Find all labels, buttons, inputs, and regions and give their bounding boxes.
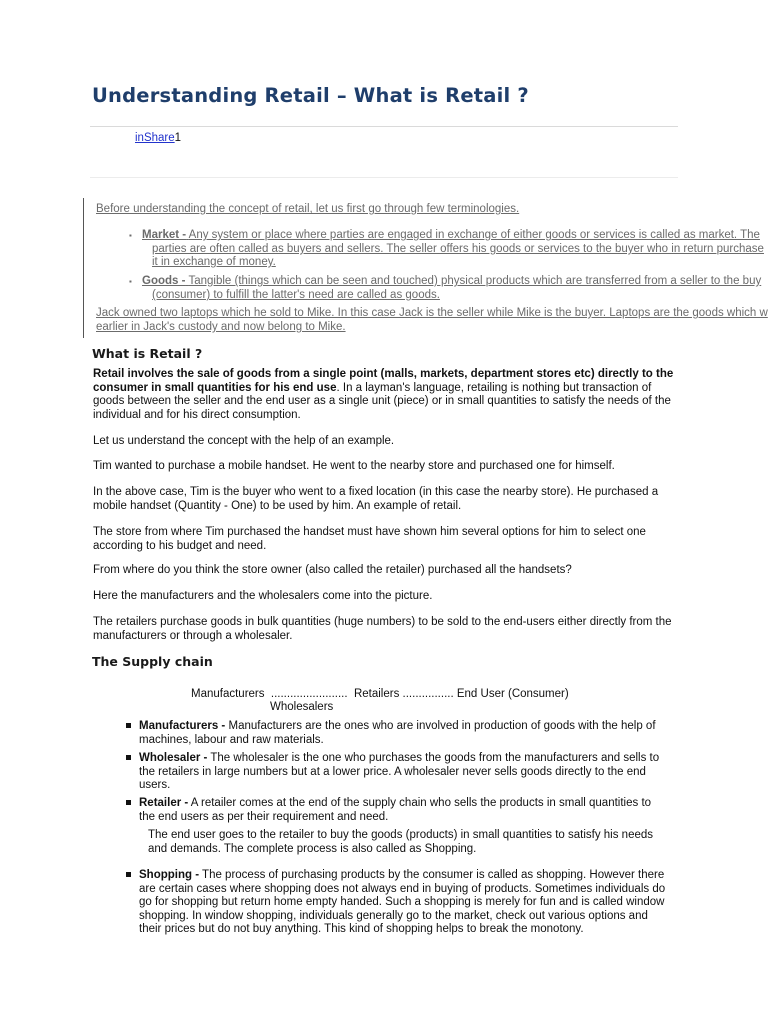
shopping-text: The process of purchasing products by the consumer is called as shopping. However there are certain cases where shopping does not always end in buying of products. Sometimes individuals do go for shopping but return home empty handed. Such a shopping is merely for fun and is called window shopping. In window shopping, individuals generally go to the market, check out various options and their prices but do not buy anything. This kind of shopping helps to break the monotony. — [139, 869, 666, 936]
intro-example-line-2: earlier in Jack's custody and now belong to Mike. — [96, 321, 346, 333]
share-count: 1 — [174, 132, 182, 144]
retailer-extra: The end user goes to the retailer to buy the goods (products) in small quantities to satisfy his needs and demands. The complete process is also called as Shopping. — [148, 829, 654, 855]
paragraph: Tim wanted to purchase a mobile handset. He went to the nearby store and purchased one for himself. — [93, 460, 615, 472]
shopping-term: Shopping - — [139, 869, 200, 881]
inshare-link[interactable]: inShare — [135, 132, 175, 144]
manufacturers-text: Manufacturers are the ones who are involved in production of goods with the help of machines, labour and raw materials. — [139, 720, 656, 746]
section-heading-supply-chain: The Supply chain — [92, 654, 213, 669]
share-divider — [90, 177, 678, 178]
retail-definition-bold: Retail involves the sale of goods from a single point (malls, markets, department stores etc) directly to the consumer in small quantities for his end use — [93, 368, 674, 394]
bullet-square-icon: ▪ — [129, 231, 132, 240]
paragraph: In the above case, Tim is the buyer who went to a fixed location (in this case the nearby store). He purchased a mobile handset (Quantity - One) to be used by him. An example of retail. — [93, 486, 659, 512]
market-line-1: Any system or place where parties are engaged in exchange of either goods or services is called as market. The — [188, 229, 760, 241]
retail-definition — [93, 368, 683, 422]
supply-chain-wholesalers: Wholesalers — [270, 701, 334, 713]
bullet-square-icon — [126, 872, 131, 877]
goods-line-2: (consumer) to fulfill the latter's need are called as goods. — [152, 289, 440, 301]
retail-definition-rest: . In a layman's language, retailing is nothing but transaction of goods between the seller and the end user as a single unit (piece) or in small quantities to satisfy the needs of the individual and for his direct consumption. — [93, 381, 671, 421]
retailer-text: A retailer comes at the end of the supply chain who sells the products in small quantities to the end users as per their requirement and need. — [139, 797, 652, 823]
bullet-square-icon — [126, 800, 131, 805]
wholesaler-text: The wholesaler is the one who purchases the goods from the manufacturers and sells to the retailers in large numbers but at a lower price. A wholesaler never sells goods directly to the end users. — [139, 752, 660, 792]
supply-chain-flow: Manufacturers ........................ Retailers ................ End User (Consumer) — [191, 688, 569, 700]
paragraph: Here the manufacturers and the wholesalers come into the picture. — [93, 590, 433, 602]
goods-term: Goods - — [142, 275, 186, 287]
bullet-square-icon — [126, 755, 131, 760]
paragraph: The retailers purchase goods in bulk quantities (huge numbers) to be sold to the end-users either directly from the manufacturers or through a wholesaler. — [93, 616, 672, 642]
title-divider — [90, 126, 678, 127]
goods-line-1: Tangible (things which can be seen and touched) physical products which are transferred from a seller to the buy — [188, 275, 762, 287]
intro-lead: Before understanding the concept of retail, let us first go through few terminologies. — [96, 203, 520, 215]
market-line-3: it in exchange of money. — [152, 256, 276, 268]
intro-example-line-1: Jack owned two laptops which he sold to Mike. In this case Jack is the seller while Mike is the buyer. Laptops are the goods which w — [96, 307, 768, 319]
quote-bar — [83, 198, 84, 338]
retailer-term: Retailer - — [139, 797, 189, 809]
paragraph: Let us understand the concept with the help of an example. — [93, 435, 395, 447]
section-heading-what-is-retail: What is Retail ? — [92, 346, 203, 361]
paragraph: From where do you think the store owner (also called the retailer) purchased all the handsets? — [93, 564, 572, 576]
bullet-square-icon — [126, 723, 131, 728]
wholesaler-term: Wholesaler - — [139, 752, 208, 764]
manufacturers-term: Manufacturers - — [139, 720, 226, 732]
bullet-square-icon: ▪ — [129, 277, 132, 286]
page-title: Understanding Retail – What is Retail ? — [92, 84, 529, 107]
share-widget — [135, 132, 181, 146]
paragraph: The store from where Tim purchased the handset must have shown him several options for him to select one according to his budget and need. — [93, 526, 646, 552]
market-line-2: parties are often called as buyers and sellers. The seller offers his goods or services to the buyer who in return purchase — [152, 243, 764, 255]
market-term: Market - — [142, 229, 187, 241]
